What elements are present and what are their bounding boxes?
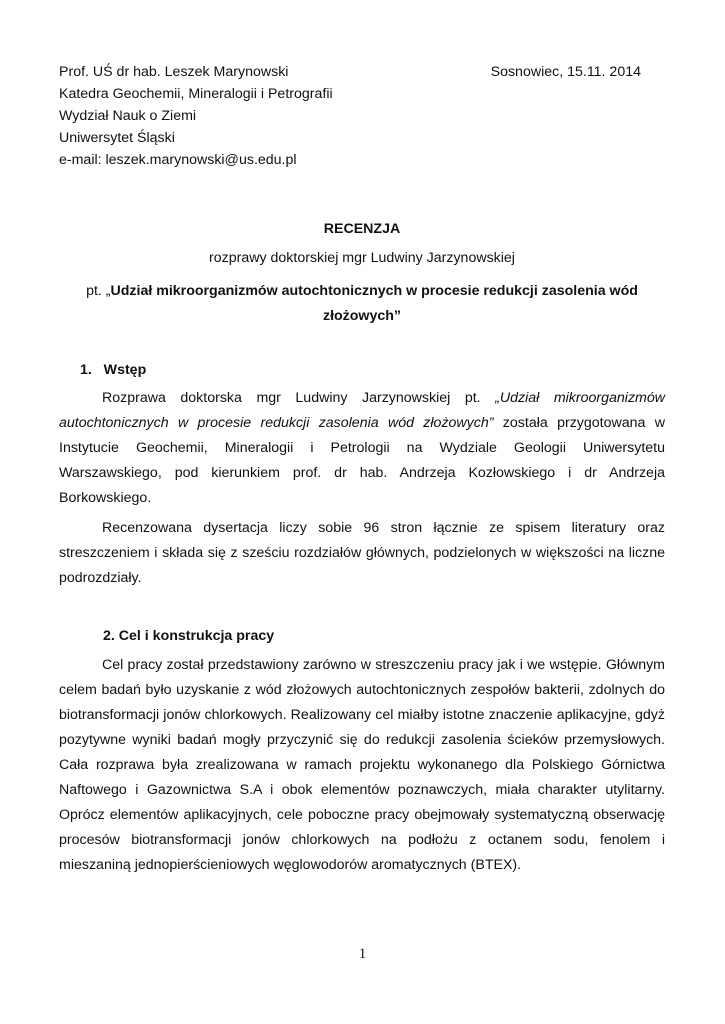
author-department: Katedra Geochemii, Mineralogii i Petrografii xyxy=(59,86,333,102)
paragraph-goal-1 xyxy=(59,653,665,878)
author-email: e-mail: leszek.marynowski@us.edu.pl xyxy=(59,152,297,168)
paragraph-text: Recenzowana dysertacja liczy sobie 96 stron łącznie ze spisem literatury oraz streszczeniem i składa się z sześciu rozdziałów głównych, podzielonych w większości na liczne podrozdziały. xyxy=(59,520,665,586)
page-number: 1 xyxy=(358,946,367,962)
author-name: Prof. UŚ dr hab. Leszek Marynowski xyxy=(59,64,289,80)
thesis-title-italic: „Udział mikroorganizmów autochtonicznych w procesie redukcji zasolenia wód złożowych” xyxy=(59,390,665,431)
paragraph-introduction-2 xyxy=(59,516,665,591)
author-faculty: Wydział Nauk o Ziemi xyxy=(59,108,197,124)
document-title: RECENZJA xyxy=(323,221,401,237)
document-subtitle: rozprawy doktorskiej mgr Ludwiny Jarzynowskiej xyxy=(209,250,515,266)
thesis-topic xyxy=(59,279,665,328)
author-university: Uniwersytet Śląski xyxy=(59,130,175,146)
topic-title: Udział mikroorganizmów autochtonicznych w procesie redukcji zasolenia wód złożowych” xyxy=(110,283,638,324)
topic-prefix: pt. „ xyxy=(86,283,111,299)
document-date: Sosnowiec, 15.11. 2014 xyxy=(490,64,641,80)
section-heading-introduction xyxy=(80,362,146,378)
section-number: 1. xyxy=(80,362,92,378)
paragraph-text: Rozprawa doktorska mgr Ludwiny Jarzynowskiej pt. xyxy=(102,390,496,406)
paragraph-text: Cel pracy został przedstawiony zarówno w streszczeniu pracy jak i we wstępie. Głównym celem badań było uzyskanie z wód złożowych autochtonicznych zespołów bakterii, zdolnych do biotransformacji jonów chlorkowych. Realizowany cel miałby istotne znaczenie aplikacyjne, gdyż pozytywne wyniki badań mogły przyczynić się do redukcji zasolenia ścieków przemysłowych. Cała rozprawa była zrealizowana w ramach projektu wykonanego dla Polskiego Górnictwa Naftowego i Gazownictwa S.A i obok elementów poznawczych, miała charakter utylitarny. Oprócz elementów aplikacyjnych, cele poboczne pracy obejmowały systematyczną obserwację procesów biotransformacji jonów chlorkowych na podłożu z octanem sodu, fenolem i mieszaniną jednopierścieniowych węglowodorów aromatycznych (BTEX). xyxy=(59,657,665,873)
author-header xyxy=(59,61,641,171)
section-title: Wstęp xyxy=(103,362,147,378)
section-heading-goal: 2. Cel i konstrukcja pracy xyxy=(103,628,275,644)
paragraph-introduction-1 xyxy=(59,386,665,511)
paragraph-text: została przygotowana w Instytucie Geochemii, Mineralogii i Petrologii na Wydziale Geologii Uniwersytetu Warszawskiego, pod kierunkiem prof. dr hab. Andrzeja Kozłowskiego i dr Andrzeja Borkowskiego. xyxy=(59,415,665,506)
